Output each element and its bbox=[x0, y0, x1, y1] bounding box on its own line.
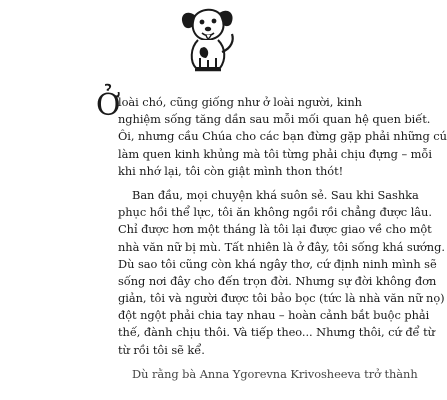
text-line: phục hồi thể lực, tôi ăn không ngồi rồi chẳng được lâu. bbox=[118, 205, 432, 220]
text-line: khi nhớ lại, tôi còn giật mình thon thót! bbox=[118, 163, 344, 178]
text-line: làm quen kinh khủng mà tôi từng phải chịu đựng – mỗi bbox=[118, 146, 432, 161]
text-line: Ban đầu, mọi chuyện khá suôn sẻ. Sau khi Sashka bbox=[132, 187, 419, 202]
drop-cap: Ở bbox=[96, 88, 121, 123]
text-line: Dù rằng bà Anna Ygorevna Krivosheeva trở thành bbox=[132, 366, 418, 381]
text-line: Chỉ được hơn một tháng là tôi lại được giao về cho một bbox=[118, 222, 432, 237]
text-line: loài chó, cũng giống như ở loài người, kinh bbox=[118, 95, 362, 109]
text-line: sống nơi đây cho đến trọn đời. Nhưng sự đời không đơn bbox=[118, 273, 437, 288]
text-line: nhà văn nữ bị mù. Tất nhiên là ở đây, tôi sống khá sướng. bbox=[118, 239, 445, 254]
text-line: Ôi, nhưng cầu Chúa cho các bạn đừng gặp phải những cú bbox=[118, 129, 447, 144]
text-line: nghiệm sống tăng dần sau mỗi mối quan hệ quen biết. bbox=[118, 112, 431, 127]
text-line: giản, tôi và người được tôi bảo bọc (tức là nhà văn nữ nọ) bbox=[118, 291, 445, 306]
text-line: đột ngột phải chia tay nhau – hoàn cảnh bắt buộc phải bbox=[118, 308, 430, 323]
text-line: từ rồi tôi sẽ kể. bbox=[118, 342, 205, 357]
cartoon-dog-icon bbox=[168, 2, 248, 76]
text-line: thế, đành chịu thôi. Và tiếp theo... Nhưng thôi, cứ để từ bbox=[118, 325, 435, 340]
book-text bbox=[96, 88, 447, 383]
text-line: Dù sao tôi cũng còn khá ngây thơ, cứ định ninh mình sẽ bbox=[118, 256, 437, 271]
